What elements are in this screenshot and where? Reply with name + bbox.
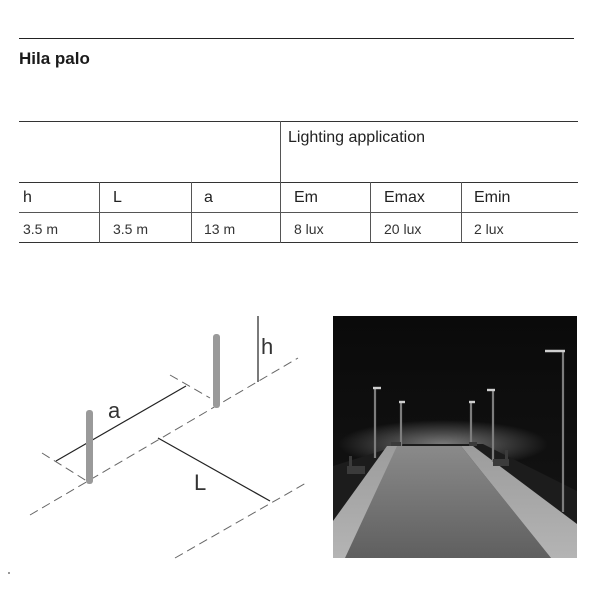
column-divider xyxy=(280,182,281,243)
value-emax: 20 lux xyxy=(384,221,422,237)
light-pole-front xyxy=(86,410,93,484)
value-emin: 2 lux xyxy=(474,221,504,237)
top-rule xyxy=(19,38,574,39)
header-l: L xyxy=(113,189,122,206)
extension-line xyxy=(42,453,90,483)
column-divider xyxy=(370,182,371,243)
group-divider xyxy=(280,121,281,182)
column-divider xyxy=(461,182,462,243)
diagram-label-h: h xyxy=(261,334,274,359)
pole-spacing-diagram xyxy=(28,308,308,560)
table-top-rule xyxy=(19,121,578,122)
header-bottom-rule xyxy=(19,212,578,213)
column-divider xyxy=(191,182,192,243)
diagram-label-a: a xyxy=(108,398,121,423)
night-pathway-photo xyxy=(333,316,577,558)
value-l: 3.5 m xyxy=(113,221,149,237)
dimension-l-line xyxy=(158,438,270,501)
header-top-rule xyxy=(19,182,578,183)
header-em: Em xyxy=(294,189,318,206)
header-emin: Emin xyxy=(474,189,511,206)
value-a: 13 m xyxy=(204,221,236,237)
header-h: h xyxy=(23,189,32,206)
diagram-label-l: L xyxy=(194,470,207,495)
column-divider xyxy=(99,182,100,243)
dimension-a-line xyxy=(56,386,186,461)
header-emax: Emax xyxy=(384,189,425,206)
header-a: a xyxy=(204,189,213,206)
spec-table xyxy=(19,121,578,243)
document-title: Hila palo xyxy=(19,49,90,68)
table-bottom-rule xyxy=(19,242,578,243)
value-em: 8 lux xyxy=(294,221,324,237)
light-pole-back xyxy=(213,334,220,408)
corner-mark xyxy=(8,572,10,574)
extension-line xyxy=(170,375,210,398)
value-h: 3.5 m xyxy=(23,221,59,237)
lighting-application-label: Lighting application xyxy=(288,129,425,146)
